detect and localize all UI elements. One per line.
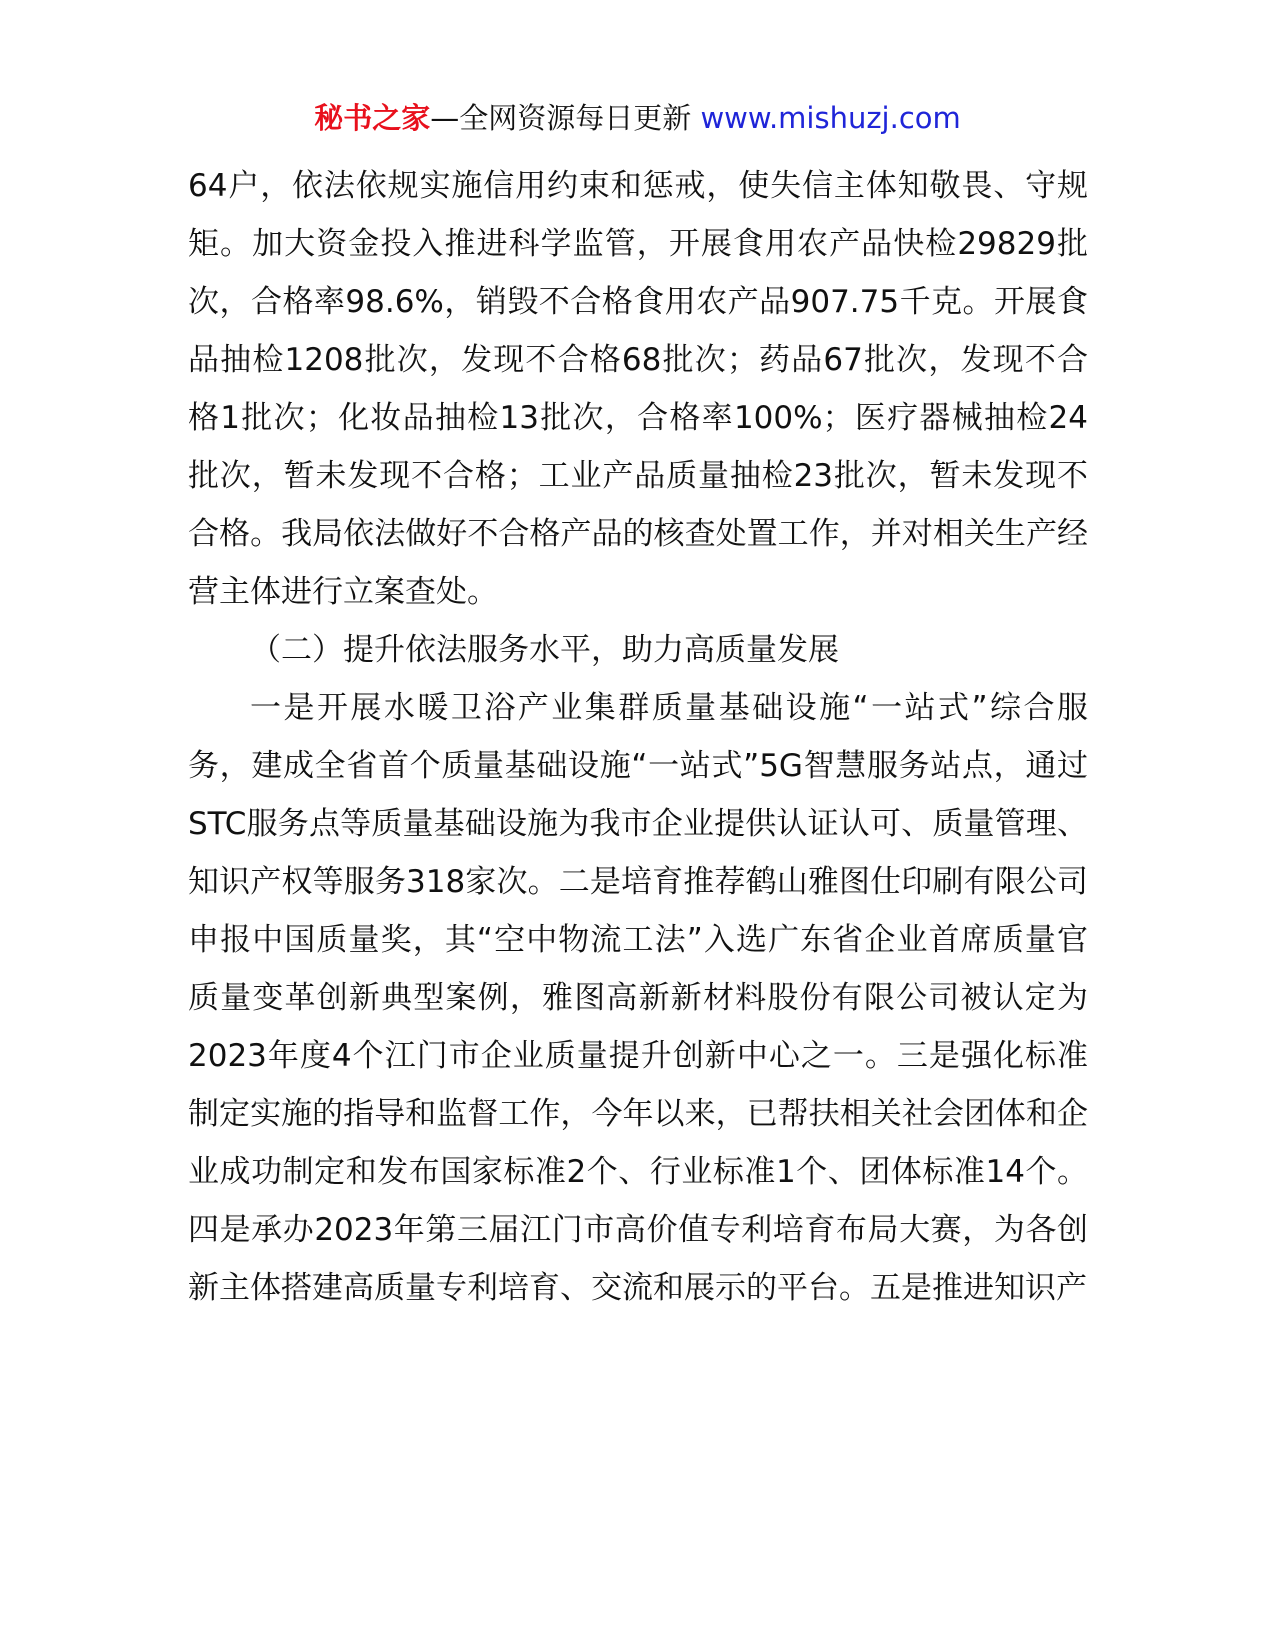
page-header [0,98,1275,138]
paragraph-continued: 64户，依法依规实施信用约束和惩戒，使失信主体知敬畏、守规矩。加大资金投入推进科学监管，开展食用农产品快检29829批次，合格率98.6%，销毁不合格食用农产品907.75千克。开展食品抽检1208批次，发现不合格68批次；药品67批次，发现不合格1批次；化妆品抽检13批次，合格率100%；医疗器械抽检24批次，暂未发现不合格；工业产品质量抽检23批次，暂未发现不合格。我局依法做好不合格产品的核查处置工作，并对相关生产经营主体进行立案查处。 [188,168,1088,610]
brand-name: 秘书之家 [314,101,431,135]
header-tagline: —全网资源每日更新 [430,101,692,135]
header-url-link[interactable]: www.mishuzj.com [700,101,961,135]
document-body [188,157,1088,1317]
section-heading: （二）提升依法服务水平，助力高质量发展 [250,632,839,668]
paragraph-body: 一是开展水暖卫浴产业集群质量基础设施“一站式”综合服务，建成全省首个质量基础设施“一站式”5G智慧服务站点，通过STC服务点等质量基础设施为我市企业提供认证认可、质量管理、知识产权等服务318家次。二是培育推荐鹤山雅图仕印刷有限公司申报中国质量奖，其“空中物流工法”入选广东省企业首席质量官质量变革创新典型案例，雅图高新新材料股份有限公司被认定为2023年度4个江门市企业质量提升创新中心之一。三是强化标准制定实施的指导和监督工作，今年以来，已帮扶相关社会团体和企业成功制定和发布国家标准2个、行业标准1个、团体标准14个。四是承办2023年第三届江门市高价值专利培育布局大赛，为各创新主体搭建高质量专利培育、交流和展示的平台。五是推进知识产 [188,690,1088,1306]
